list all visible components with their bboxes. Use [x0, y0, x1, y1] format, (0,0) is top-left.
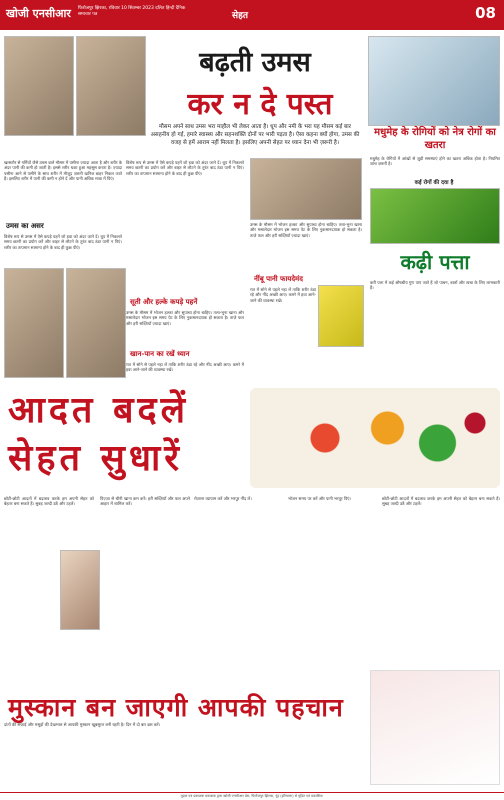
habit-col1: छोटी-छोटी आदतों में बदलाव करके हम अपनी सेहत को बेहतर बना सकते हैं। सुबह जल्दी उठें और टहलें।	[4, 496, 94, 507]
photo-woman-bottle	[250, 158, 362, 220]
subhead-nimbu-pani: नींबू पानी फायदेमंद	[254, 275, 303, 283]
article-col2: विशेष रूप से उमस में ऐसे कपड़े पहनें जो हवा को अंदर जाने दें। धूप में निकलते समय छतरी का प्रयोग करें और बाहर से लौटने के तुरंत बाद ठंडा पानी न पिएं। शरीर का तापमान सामान्य होने के बाद ही कुछ पीएं।	[126, 160, 244, 176]
vegetables-illustration	[250, 388, 500, 488]
photo-woman-drinking	[60, 550, 100, 630]
brand-name: खोजी एनसीआर	[6, 7, 71, 20]
date-line: फिरोजपुर झिरका, रविवार 10 सितम्बर 2023 दलित हिन्दी दैनिक समाचार पत्र	[78, 6, 186, 17]
photo-woman-mask	[4, 268, 64, 378]
article-col1: खासतौर से गर्मियों जैसे उमस वाले मौसम में पसीना ज़्यादा आता है और शरीर के अंदर पानी की कमी हो जाती है। इससे शरीर थका हुआ महसूस करता है। ज़्यादा पसीना आने से पसीने के साथ शरीर में मौजूद ज़रूरी खनिज बाहर निकल जाते हैं। इसलिए शरीर में पानी की कमी न होने दें और पानी अधिक मात्रा में पिएं।	[4, 160, 122, 182]
sidebar-text1: मधुमेह के रोगियों में आंखों से जुड़ी समस्याएं होने का खतरा अधिक होता है। नियमित जांच ज़रूरी है।	[370, 156, 500, 167]
habit-headline-line2: सेहत सुधारें	[8, 437, 184, 479]
article-col3: उमस के मौसम में भोजन हल्का और सुपाच्य होना चाहिए। तला-भुना खाना और मसालेदार भोजन इस समय पेट के लिए नुकसानदायक हो सकता है। ताज़े फल और हरी सब्ज़ियाँ ज़्यादा खाएं।	[250, 222, 362, 238]
sidebar-headline-kadi-patta: कढ़ी पत्ता	[400, 250, 470, 274]
sidebar-text2: करी पत्ता में कई औषधीय गुण पाए जाते हैं जो पाचन, बालों और त्वचा के लिए लाभकारी हैं।	[370, 280, 500, 291]
habit-col3: रोज़ाना व्यायाम करें और भरपूर नींद लें।	[194, 496, 252, 501]
footer-imprint: मुद्रक एवं प्रकाशक प्रकाशक द्वारा खोजी एनसीआर प्रेस, फिरोजपुर झिरका, नूंह (हरियाणा) से मुद्रित एवं प्रकाशित।	[0, 792, 504, 800]
article-col3b: रात में सोने से पहले नहा लें ताकि शरीर ठंडा रहे और नींद अच्छी आए। कमरे में हवा आने-जाने की व्यवस्था रखें।	[250, 287, 316, 303]
page-number: 08	[475, 4, 496, 22]
habit-col4: भोजन समय पर करें और पानी भरपूर पिएं।	[288, 496, 352, 501]
photo-woman-face	[76, 36, 146, 136]
teeth-illustration	[370, 670, 500, 785]
article-col1b: विशेष रूप से उमस में ऐसे कपड़े पहनें जो हवा को अंदर जाने दें। धूप में निकलते समय छतरी का प्रयोग करें और बाहर से लौटने के तुरंत बाद ठंडा पानी न पिएं। शरीर का तापमान सामान्य होने के बाद ही कुछ पीएं।	[4, 234, 122, 250]
headline-line2: कर न दे पस्त	[187, 87, 333, 122]
headline-subtitle: मौसम अपने साथ उमस भरा माहौल भी लेकर आता है। धूप और नमी के भरा यह मौसम कई बार असहनीय हो गई, हमारे स्वास्थ्य और सहनशक्ति दोनों पर भारी पड़ता है। ऐसा कहना क्यों होगा, उमस की वजह से हमें आराम नहीं मिलता है। इसलिए अपनी सेहत पर ध्यान देना भी ज़रूरी है।	[150, 124, 360, 146]
bottom-text: दांतों की सफ़ाई और मसूड़ों की देखभाल से आपकी मुस्कान खूबसूरत बनी रहती है। दिन में दो बार ब्रश करें।	[4, 722, 161, 727]
article-col2b: उमस के मौसम में भोजन हल्का और सुपाच्य होना चाहिए। तला-भुना खाना और मसालेदार भोजन इस समय पेट के लिए नुकसानदायक हो सकता है। ताज़े फल और हरी सब्ज़ियाँ ज़्यादा खाएं।	[126, 310, 244, 326]
habit-headline-line1: आदत बदलें	[8, 389, 190, 431]
masthead	[0, 0, 504, 30]
subhead-suti-kapde: सूती और हल्के कपड़े पहनें	[130, 298, 198, 306]
subhead-khan-pan: खान-पान का रखें ध्यान	[130, 350, 190, 358]
section-title: सेहत	[232, 11, 248, 21]
photo-man-shirt	[66, 268, 126, 378]
headline-line1: बढ़ती उमस	[199, 47, 311, 78]
habit-col2: पिज़्ज़ा से चीनी खाना कम करें। हरी सब्ज़ियाँ और फल अपने आहार में शामिल करें।	[100, 496, 190, 507]
subhead-umas-ka-asar: उमस का असर	[6, 222, 44, 230]
bottom-headline: मुस्कान बन जाएगी आपकी पहचान	[8, 693, 344, 722]
photo-eye-exam	[368, 36, 500, 126]
sidebar-headline-diabetes: मधुमेह के रोगियों को नेत्र रोगों का खतरा	[374, 127, 496, 151]
photo-woman-sweating	[4, 36, 74, 136]
photo-lemonade	[318, 285, 364, 347]
photo-curry-leaves	[370, 188, 500, 244]
article-col2c: रात में सोने से पहले नहा लें ताकि शरीर ठंडा रहे और नींद अच्छी आए। कमरे में हवा आने-जाने की व्यवस्था रखें।	[126, 362, 244, 373]
habit-col5: छोटी-छोटी आदतों में बदलाव करके हम अपनी सेहत को बेहतर बना सकते हैं। सुबह जल्दी उठें और टहलें।	[382, 496, 500, 507]
sidebar-subhead: कई रोगों की दवा है	[414, 180, 454, 186]
